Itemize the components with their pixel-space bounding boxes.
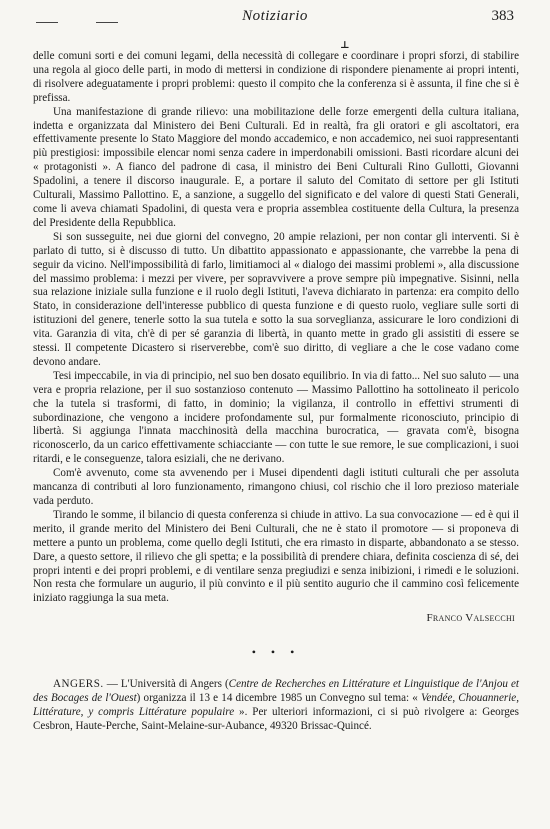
author-signature: Franco Valsecchi xyxy=(426,612,515,625)
event-notice xyxy=(33,678,519,734)
notice-text: ) organizza il 13 e 14 dicembre 1985 un Convegno sul tema: « xyxy=(136,691,421,704)
notice-theme: Vendée, Chouannerie, Littérature, y compris Littérature populaire xyxy=(33,691,520,718)
print-mark: ⊥ xyxy=(340,40,350,51)
paragraph: Com'è avvenuto, come sta avvenendo per i Musei dipendenti dagli istituti culturali che per assoluta mancanza di contributi al loro funzionamento, rimangono chiusi, col rischio che il loro prezioso materiale vada perduto. xyxy=(33,467,519,507)
article-body xyxy=(33,50,519,734)
notice-text: ». Per ulteriori informazioni, ci si può rivolgere a: Georges Cesbron, Haute-Perche, Saint-Melaine-sur-Aubance, 49320 Brissac-Quincé. xyxy=(33,705,520,732)
paragraph: Una manifestazione di grande rilievo: una mobilitazione delle forze emergenti della cultura italiana, indetta e organizzata dal Ministero dei Beni Culturali. Ed in realtà, fra gli oratori e gli ascoltatori, era effettivamente presente lo Stato Maggiore del mondo accademico, e non accademico, nei suoi rappresentanti più prestigiosi: impossibile elencar nomi senza cadere in imperdonabili omissioni. Basti ricordare alcuni dei « protagonisti ». A fianco del padrone di casa, il ministro dei Beni Culturali Rino Gullotti, Giovanni Spadolini, a tenere il discorso inaugurale. E, a portare il saluto del Comitato di settore per gli Istituti Culturali, Massimo Pallottino. E, a sanzione, a suggello del significato e del valore di questi Stati Generali, come li aveva chiamati Spadolini, di questa vera e propria assemblea costituente della Cultura, la presenza del Presidente della Repubblica. xyxy=(33,105,519,229)
paragraph: Tirando le somme, il bilancio di questa conferenza si chiude in attivo. La sua convocazione — ed è qui il merito, il grande merito del Ministero dei Beni Culturali, che ne è stato il promotore — si proponeva di mettere a punto un problema, come quello degli Istituti, che era rimasto in disparte, abbandonato a se stesso. Dare, a questo settore, il rilievo che gli spetta; e la possibilità di prendere chiara, definita coscienza di sé, dei propri intenti e dei propri problemi, e di ventilare senza pregiudizi e senza inibizioni, i rimedi e le soluzioni. Non resta che formulare un augurio, il più convinto e il più sentito augurio che il cammino così felicemente iniziato raggiunga la sua meta. xyxy=(33,508,519,605)
paragraph: delle comuni sorti e dei comuni legami, della necessità di collegare e coordinare i propri sforzi, di stabilire una regola al gioco delle parti, in modo di mettersi in condizione di rispondere pienamente ai propri intenti, di risolvere adeguatamente i propri problemi: questo il compito che la conferenza si è assunta, il fine che si è prefissa. xyxy=(33,50,519,104)
page-number: 383 xyxy=(491,8,514,24)
paragraph: Si son susseguite, nei due giorni del convegno, 20 ampie relazioni, per non contar gli interventi. Si è parlato di tutto, si è discusso di tutto. Un dibattito appassionato e appassionante, che varrebbe la pena di seguir da vicino. Nell'impossibilità di farlo, limitiamoci al « dialogo dei massimi problemi », alla discussione del massimo problema: i mezzi per vivere, per sopravvivere a prove sempre più impegnative. Sisinni, nella sua relazione iniziale sulla funzione e il ruolo degli Istituti, l'aveva dichiarato in partenza: era compito dello Stato, in considerazione dell'interesse pubblico di questa funzione e di questo ruolo, vegliare sulle sorti di istituzioni del genere, tenerle sotto la sua tutela e sotto la sua sorveglianza, assicurare le loro condizioni di vita. Garanzia di vita, ch'è di per sé garanzia di libertà, in quanto mette in grado gli assistiti di essere se stessi. Il competente Dicastero si riserverebbe, com'è suo diritto, di vegliare a che le cose vadano come devono andare. xyxy=(33,230,519,368)
paragraph: Tesi impeccabile, in via di principio, nel suo ben dosato equilibrio. In via di fatto... Nel suo saluto — una vera e propria relazione, per il suo sostanzioso contenuto — Massimo Pallottino ha sottolineato il pericolo che la tutela si trasformi, di fatto, in dominio; la vigilanza, il controllo in effettivi strumenti di subordinazione, che vengono a incidere profondamente sul, pur formalmente riconosciuto, principio di libertà. Si aggiunga l'innata macchinosità della macchina burocratica, — gravata com'è, bisogna riconoscerlo, da un carico effettivamente schiacciante — con tutte le sue remore, le sue complicazioni, i suoi ritardi, e le conseguenze, talora esiziali, che ne derivano. xyxy=(33,369,519,466)
running-title: Notiziario xyxy=(242,8,308,24)
notice-centre: Centre de Recherches en Littérature et Linguistique de l'Anjou et des Bocages de l'Ouest xyxy=(33,678,519,704)
notice-place: ANGERS. xyxy=(53,678,104,691)
section-separator: • • • xyxy=(251,645,301,660)
notice-text: — L'Università di Angers ( xyxy=(103,678,229,691)
